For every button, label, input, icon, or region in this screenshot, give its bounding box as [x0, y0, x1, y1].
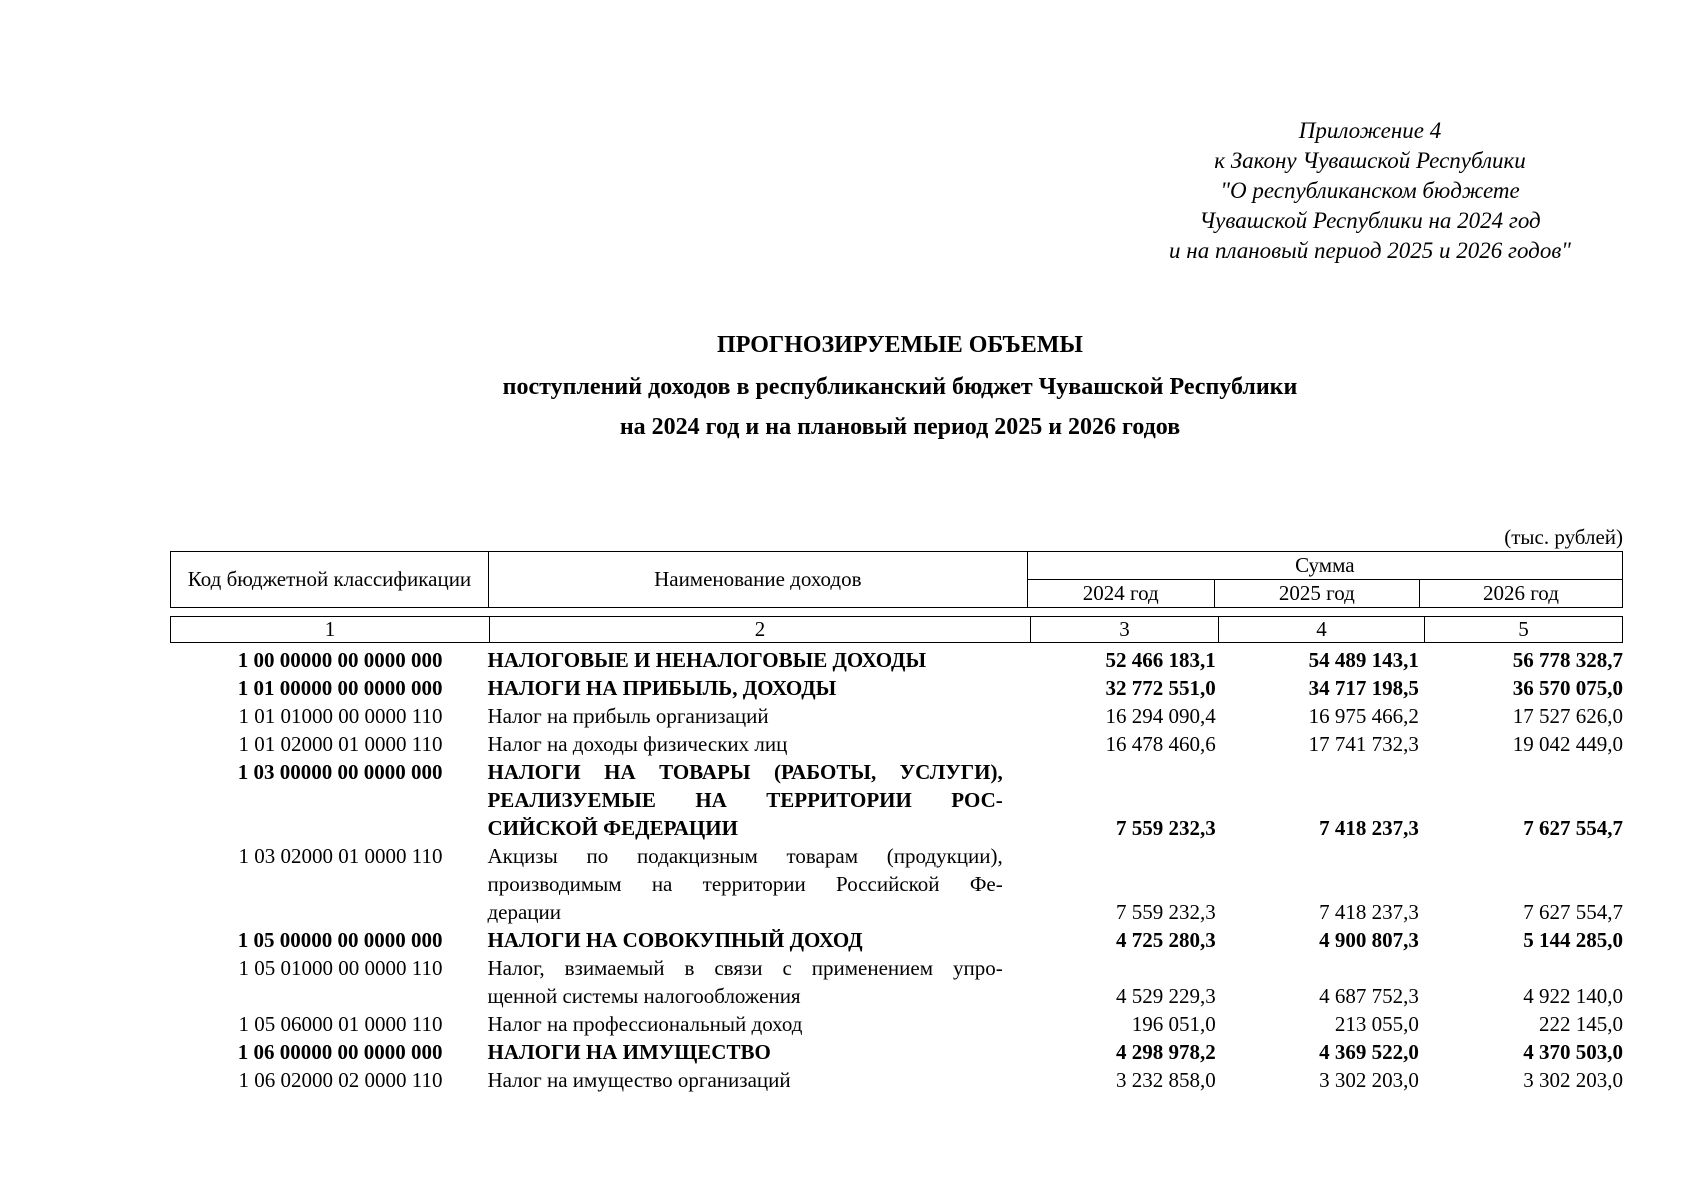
table-body [170, 646, 1623, 1094]
table-row [170, 730, 1623, 758]
row-name [487, 842, 1002, 926]
row-name [487, 1038, 1002, 1066]
row-value-2024: 4 529 229,3 [1116, 984, 1216, 1008]
row-value-2026: 4 370 503,0 [1523, 1040, 1623, 1064]
row-value-2024: 7 559 232,3 [1116, 900, 1216, 924]
table-row [170, 674, 1623, 702]
row-value-2025: 3 302 203,0 [1319, 1068, 1419, 1092]
row-name-line: НАЛОГОВЫЕ И НЕНАЛОГОВЫЕ ДОХОДЫ [487, 648, 927, 672]
row-code: 1 00 00000 00 0000 000 [237, 648, 443, 672]
table-row [170, 1010, 1623, 1038]
row-code: 1 05 01000 00 0000 110 [238, 956, 443, 980]
row-value-2025: 4 900 807,3 [1319, 928, 1419, 952]
row-code: 1 06 02000 02 0000 110 [238, 1068, 443, 1092]
row-name-line: НАЛОГИ НА ПРИБЫЛЬ, ДОХОДЫ [487, 676, 837, 700]
header-sum: Сумма [1027, 552, 1622, 580]
table-row [170, 926, 1623, 954]
row-name-line: РЕАЛИЗУЕМЫЕ НА ТЕРРИТОРИИ РОС- [487, 788, 1003, 812]
appendix-line: к Закону Чувашской Республики [1214, 148, 1526, 173]
appendix-note [1120, 116, 1620, 266]
row-code: 1 03 02000 01 0000 110 [238, 844, 443, 868]
row-name-line: щенной системы налогообложения [487, 984, 801, 1008]
row-value-2026: 3 302 203,0 [1523, 1068, 1623, 1092]
row-value-2024: 4 298 978,2 [1116, 1040, 1216, 1064]
units-label: (тыс. рублей) [1504, 525, 1623, 549]
appendix-line: "О республиканском бюджете [1220, 178, 1520, 203]
row-name-line: Акцизы по подакцизным товарам (продукции), [487, 844, 1003, 868]
row-value-2026: 56 778 328,7 [1512, 648, 1623, 672]
column-number: 2 [490, 617, 1031, 642]
table-row [170, 842, 1623, 926]
row-value-2024: 52 466 183,1 [1105, 648, 1216, 672]
row-code: 1 06 00000 00 0000 000 [237, 1040, 443, 1064]
table-header [170, 551, 1623, 608]
header-code [171, 552, 489, 608]
row-name-line: НАЛОГИ НА СОВОКУПНЫЙ ДОХОД [487, 928, 863, 952]
row-name-line: Налог на прибыль организаций [487, 704, 769, 728]
header-year-2024: 2024 год [1027, 580, 1214, 608]
table-row [170, 1038, 1623, 1066]
row-value-2024: 7 559 232,3 [1116, 816, 1216, 840]
row-name [487, 1066, 1002, 1094]
row-value-2026: 5 144 285,0 [1523, 928, 1623, 952]
row-value-2024: 32 772 551,0 [1105, 676, 1216, 700]
row-value-2026: 7 627 554,7 [1523, 900, 1623, 924]
row-name [487, 926, 1002, 954]
row-name-line: Налог на профессиональный доход [487, 1012, 803, 1036]
table-row [170, 1066, 1623, 1094]
row-code: 1 01 02000 01 0000 110 [238, 732, 443, 756]
column-number: 1 [171, 617, 490, 642]
header-year-2025: 2025 год [1214, 580, 1419, 608]
appendix-line: Приложение 4 [1298, 118, 1442, 143]
row-name [487, 1010, 1002, 1038]
row-name-line: производимым на территории Российской Фе- [487, 872, 1003, 896]
header-year-2026: 2026 год [1419, 580, 1622, 608]
row-value-2026: 17 527 626,0 [1512, 704, 1623, 728]
row-value-2025: 7 418 237,3 [1319, 900, 1419, 924]
row-value-2025: 213 055,0 [1334, 1012, 1419, 1036]
header-code-text: Код бюджетной классификации [187, 567, 472, 591]
row-value-2025: 4 687 752,3 [1319, 984, 1419, 1008]
row-name [487, 674, 1002, 702]
row-code: 1 05 00000 00 0000 000 [237, 928, 443, 952]
row-value-2025: 7 418 237,3 [1319, 816, 1419, 840]
row-name-line: Налог на доходы физических лиц [487, 732, 788, 756]
row-value-2025: 54 489 143,1 [1308, 648, 1419, 672]
row-value-2025: 34 717 198,5 [1308, 676, 1419, 700]
row-value-2025: 16 975 466,2 [1308, 704, 1419, 728]
row-value-2024: 4 725 280,3 [1116, 928, 1216, 952]
row-code: 1 05 06000 01 0000 110 [238, 1012, 443, 1036]
appendix-line: и на плановый период 2025 и 2026 годов" [1169, 238, 1571, 263]
table-row [170, 646, 1623, 674]
row-name-line: СИЙСКОЙ ФЕДЕРАЦИИ [487, 816, 738, 840]
row-value-2024: 16 478 460,6 [1105, 732, 1216, 756]
row-name [487, 758, 1002, 842]
table-row [170, 954, 1623, 1010]
row-name-line: дерации [487, 900, 562, 924]
row-name-line: НАЛОГИ НА ИМУЩЕСТВО [487, 1040, 771, 1064]
row-value-2026: 36 570 075,0 [1512, 676, 1623, 700]
row-code: 1 03 00000 00 0000 000 [237, 760, 443, 784]
row-value-2024: 196 051,0 [1131, 1012, 1216, 1036]
row-code: 1 01 00000 00 0000 000 [237, 676, 443, 700]
row-name [487, 730, 1002, 758]
row-code: 1 01 01000 00 0000 110 [238, 704, 443, 728]
row-value-2025: 4 369 522,0 [1319, 1040, 1419, 1064]
row-value-2024: 3 232 858,0 [1116, 1068, 1216, 1092]
column-numbers-row [170, 616, 1623, 643]
column-number: 3 [1031, 617, 1219, 642]
row-value-2025: 17 741 732,3 [1308, 732, 1419, 756]
table-row [170, 702, 1623, 730]
column-number: 5 [1518, 617, 1529, 641]
title-line-2: поступлений доходов в республиканский бюджет Чувашской Республики [502, 374, 1298, 400]
row-name-line: Налог, взимаемый в связи с применением упро- [487, 956, 1003, 980]
title-line-1: ПРОГНОЗИРУЕМЫЕ ОБЪЕМЫ [717, 332, 1083, 358]
row-value-2024: 16 294 090,4 [1105, 704, 1216, 728]
row-value-2026: 222 145,0 [1539, 1012, 1623, 1036]
column-number: 4 [1219, 617, 1425, 642]
table-row [170, 758, 1623, 842]
row-name-line: Налог на имущество организаций [487, 1068, 791, 1092]
title-line-3: на 2024 год и на плановый период 2025 и 2026 годов [619, 414, 1181, 440]
row-name [487, 954, 1002, 1010]
appendix-line: Чувашской Республики на 2024 год [1199, 208, 1541, 233]
row-name [487, 702, 1002, 730]
row-value-2026: 4 922 140,0 [1523, 984, 1623, 1008]
row-value-2026: 7 627 554,7 [1523, 816, 1623, 840]
row-name [487, 646, 1002, 674]
document-title [0, 330, 1697, 442]
header-name: Наименование доходов [488, 552, 1027, 608]
row-name-line: НАЛОГИ НА ТОВАРЫ (РАБОТЫ, УСЛУГИ), [487, 760, 1003, 784]
row-value-2026: 19 042 449,0 [1512, 732, 1623, 756]
